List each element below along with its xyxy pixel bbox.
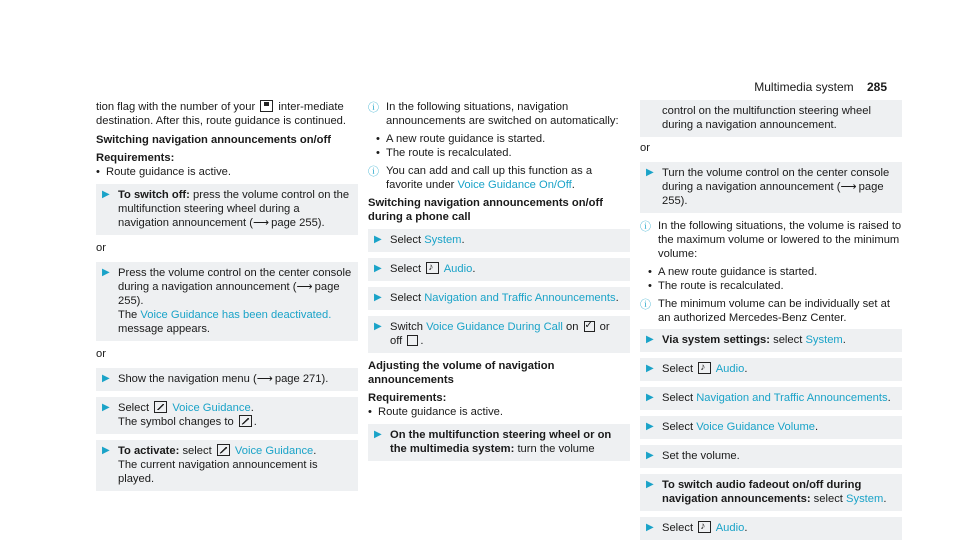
audio-icon [698, 362, 711, 374]
step-arrow-icon: ▶ [646, 421, 654, 432]
step-continued: control on the multifunction steering wheel during a navigation announcement. [640, 100, 902, 137]
requirement-item: • Route guidance is active. [368, 405, 630, 419]
step-turn-console: ▶ Turn the volume control on the center console during a navigation announcement (⟶ page 255). [640, 162, 902, 213]
step-select-system: ▶ Select System. [368, 229, 630, 252]
step-arrow-icon: ▶ [646, 450, 654, 461]
info-icon: ⓘ [368, 166, 379, 178]
step-system-settings: ▶ Via system settings: select System. [640, 329, 902, 352]
step-switch-off: ▶ To switch off: press the volume control on the multifunction steering wheel during a navigation announcement (⟶ page 255). [96, 184, 358, 235]
or-separator: or [96, 348, 106, 360]
requirements-label: Requirements: [96, 152, 175, 164]
info-icon: ⓘ [640, 299, 651, 311]
checkbox-unchecked-icon [407, 335, 418, 346]
info-note: ⓘ The minimum volume can be individually set at an authorized Mercedes-Benz Center. [640, 298, 890, 324]
intro-paragraph: tion flag with the number of your inter-mediate destination. After this, route guidance is continued. [96, 101, 347, 127]
audio-icon [698, 521, 711, 533]
info-note: ⓘ You can add and call up this function as a favorite under Voice Guidance On/Off. [368, 165, 593, 191]
step-switch-voice-guidance-call: ▶ Switch Voice Guidance During Call on ✓ or off . [368, 316, 630, 353]
menu-term: Navigation and Traffic Announcements [424, 292, 616, 304]
menu-term: Audio [443, 263, 473, 275]
step-arrow-icon: ▶ [102, 373, 110, 384]
step-arrow-icon: ▶ [102, 402, 110, 413]
menu-term: Voice Guidance On/Off [457, 179, 572, 191]
page-ref-arrow-icon: ⟶ [840, 181, 856, 193]
step-select-nav-traffic: ▶ Select Navigation and Traffic Announcements. [368, 287, 630, 310]
menu-term: Voice Guidance has been deactivated. [140, 309, 332, 321]
menu-term: System [846, 493, 884, 505]
page-header [754, 80, 887, 94]
step-arrow-icon: ▶ [102, 189, 110, 200]
page-reference[interactable]: page 255). [271, 217, 325, 229]
list-item: • The route is recalculated. [648, 279, 902, 293]
info-note: ⓘ In the following situations, the volume is raised to the maximum volume or lowered to the minimum volume: [640, 220, 902, 260]
page-ref-arrow-icon: ⟶ [256, 373, 272, 385]
section-heading: Switching navigation announcements on/off during a phone call [368, 197, 603, 223]
step-arrow-icon: ▶ [374, 321, 382, 332]
step-select-audio: ▶ Select ♪ Audio. [640, 358, 902, 381]
step-select-nav-traffic: ▶ Select Navigation and Traffic Announcements. [640, 387, 902, 410]
step-set-volume: ▶ Set the volume. [640, 445, 902, 468]
step-arrow-icon: ▶ [646, 167, 654, 178]
step-arrow-icon: ▶ [374, 429, 382, 440]
info-icon: ⓘ [640, 221, 651, 233]
menu-term: Audio [715, 363, 745, 375]
step-show-nav-menu: ▶ Show the navigation menu (⟶ page 271). [96, 368, 358, 391]
column-2 [368, 100, 630, 467]
column-1 [96, 100, 358, 497]
page-reference[interactable]: page 255). [118, 281, 340, 307]
section-title: Multimedia system [754, 80, 854, 94]
step-arrow-icon: ▶ [374, 292, 382, 303]
step-arrow-icon: ▶ [374, 263, 382, 274]
step-arrow-icon: ▶ [646, 479, 654, 490]
step-select-voice-guidance: ▶ Select Voice Guidance. The symbol changes to . [96, 397, 358, 434]
step-arrow-icon: ▶ [102, 267, 110, 278]
page-ref-arrow-icon: ⟶ [296, 281, 312, 293]
menu-term: System [805, 334, 843, 346]
menu-term: Audio [715, 522, 745, 534]
checkbox-checked-icon [584, 321, 595, 332]
page-reference[interactable]: page 271). [274, 373, 329, 385]
requirements-label: Requirements: [368, 392, 447, 404]
info-icon: ⓘ [368, 102, 379, 114]
step-turn-volume: ▶ On the multifunction steering wheel or on the multimedia system: turn the volume [368, 424, 630, 461]
step-arrow-icon: ▶ [646, 522, 654, 533]
column-3 [640, 100, 902, 546]
step-select-audio: ▶ Select ♪ Audio. [368, 258, 630, 281]
page-reference[interactable]: page 255). [662, 181, 884, 207]
step-activate: ▶ To activate: select Voice Guidance. The current navigation announcement is played. [96, 440, 358, 491]
menu-term: Navigation and Traffic Announcements [696, 392, 888, 404]
voice-guidance-off-icon [217, 444, 230, 456]
step-select-voice-volume: ▶ Select Voice Guidance Volume. [640, 416, 902, 439]
list-item: • A new route guidance is started. [376, 132, 630, 146]
menu-term: System [424, 234, 462, 246]
step-audio-fadeout: ▶ To switch audio fadeout on/off during navigation announcements: select System. [640, 474, 902, 511]
step-arrow-icon: ▶ [646, 363, 654, 374]
section-heading: Switching navigation announcements on/off [96, 134, 331, 146]
step-press-console: ▶ Press the volume control on the center console during a navigation announcement (⟶ page 255). The Voice Guidance has been deactivated. message appears. [96, 262, 358, 341]
list-item: • The route is recalculated. [376, 146, 630, 160]
or-separator: or [640, 142, 650, 154]
step-arrow-icon: ▶ [374, 234, 382, 245]
menu-term: Voice Guidance During Call [426, 321, 563, 333]
voice-guidance-off-icon [239, 415, 252, 427]
requirement-item: • Route guidance is active. [96, 165, 358, 179]
step-arrow-icon: ▶ [646, 334, 654, 345]
menu-term: Voice Guidance Volume [696, 421, 815, 433]
step-arrow-icon: ▶ [102, 445, 110, 456]
step-select-audio: ▶ Select ♪ Audio. [640, 517, 902, 540]
page-number: 285 [866, 80, 887, 94]
menu-term: Voice Guidance [172, 402, 251, 414]
or-separator: or [96, 242, 106, 254]
voice-guidance-icon [154, 401, 167, 413]
list-item: • A new route guidance is started. [648, 265, 902, 279]
page-ref-arrow-icon: ⟶ [252, 217, 269, 229]
step-arrow-icon: ▶ [646, 392, 654, 403]
section-heading: Adjusting the volume of navigation announcements [368, 360, 555, 386]
info-note: ⓘ In the following situations, navigation announcements are switched on automatically: [368, 101, 619, 127]
menu-term: Voice Guidance [234, 445, 314, 457]
destination-flag-icon [260, 100, 273, 112]
audio-icon [426, 262, 439, 274]
